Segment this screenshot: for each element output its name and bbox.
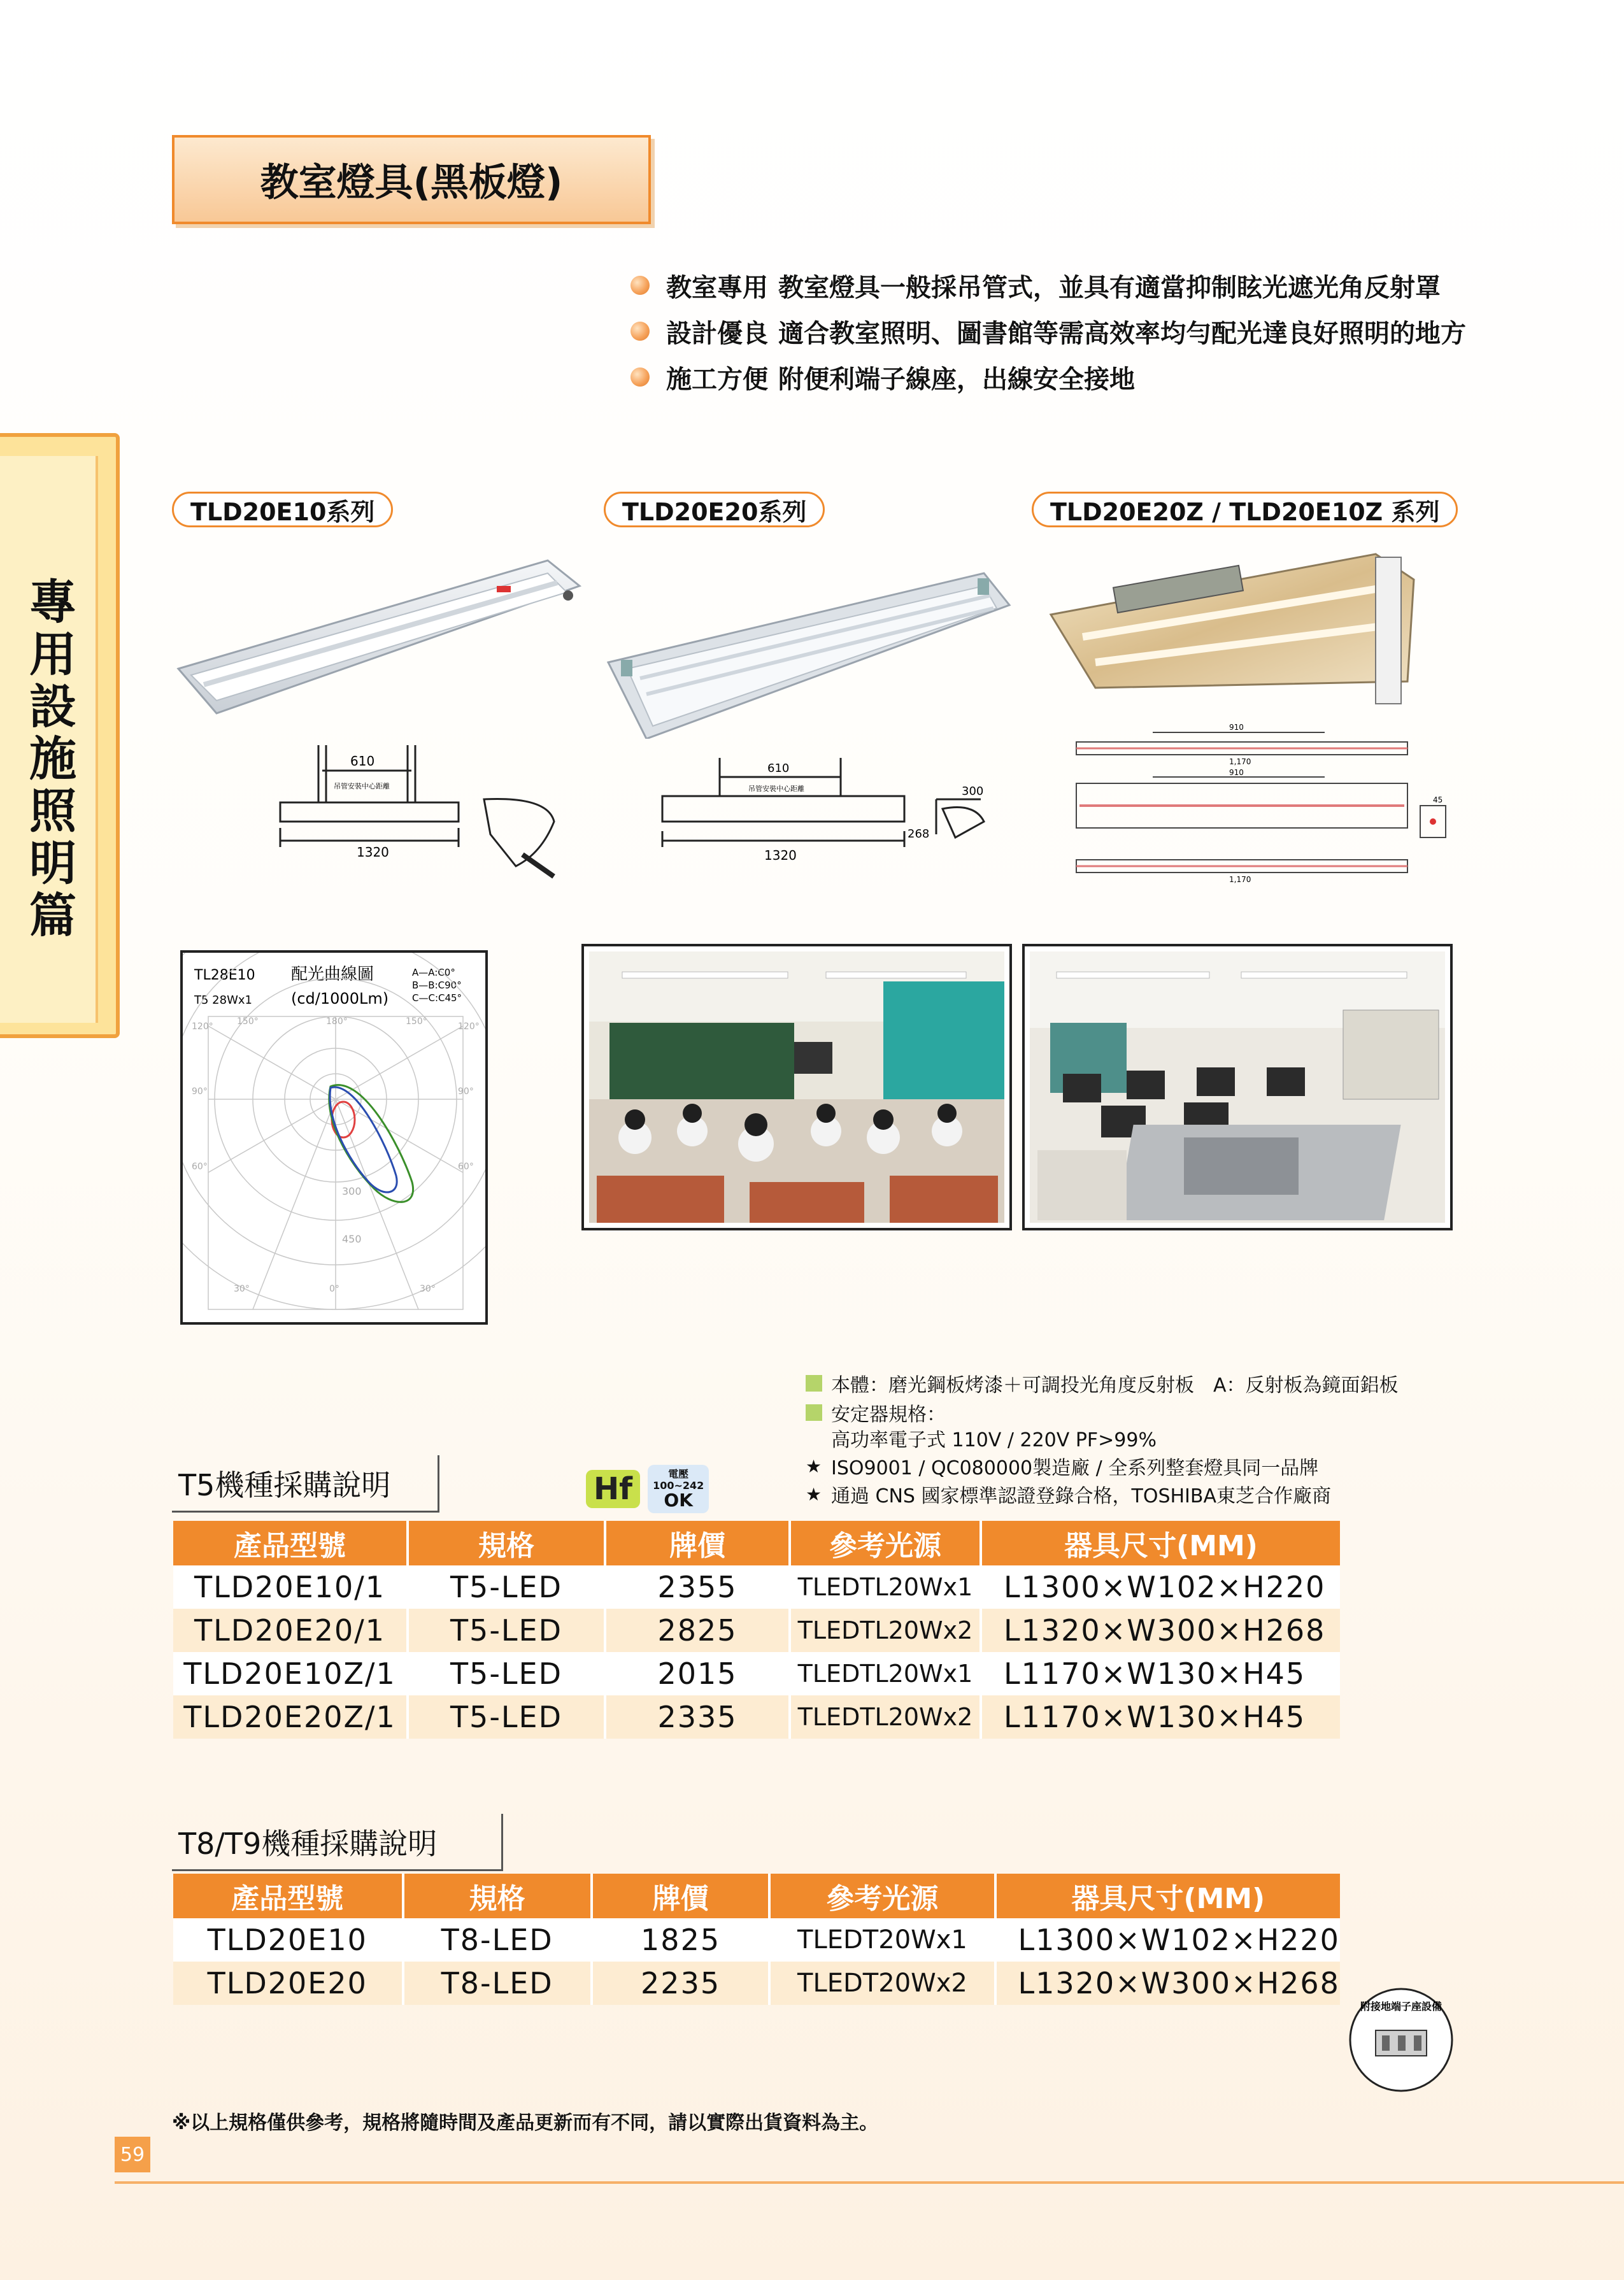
- cell-lamp: TLEDTL20Wx1: [790, 1652, 981, 1695]
- svg-text:610: 610: [350, 753, 375, 769]
- polar-angle: 150°: [237, 1016, 259, 1027]
- cell-model: TLD20E10Z/1: [173, 1652, 408, 1695]
- spec-cert: [806, 1453, 1318, 1479]
- spec-body-text: 本體：磨光鋼板烤漆＋可調投光角度反射板 A：反射板為鏡面鋁板: [831, 1374, 1399, 1397]
- polar-angle: 90°: [458, 1087, 474, 1097]
- polar-title: 配光曲線圖: [291, 965, 374, 984]
- cell-lamp: TLEDTL20Wx2: [790, 1609, 981, 1652]
- cell-size: L1300×W102×H220: [995, 1918, 1341, 1962]
- mount-note: 吊管安裝中心距離: [748, 785, 804, 793]
- dimension-drawing-e20: [656, 752, 1013, 879]
- cell-lamp: TLEDTL20Wx1: [790, 1565, 981, 1609]
- voltage-label: 電壓: [668, 1468, 689, 1480]
- dimension-drawing-z: [1064, 720, 1458, 904]
- polar-ring-label: 450: [342, 1233, 362, 1245]
- t5-spec-table: [173, 1521, 1340, 1739]
- series-label-e10: TLD20E10系列: [172, 492, 393, 527]
- col-header: 產品型號: [173, 1521, 408, 1565]
- polar-legend: C—C:C45°: [412, 992, 462, 1004]
- dim-label: 1,170: [1229, 875, 1251, 884]
- t8-section-heading: T8/T9機種採購說明: [172, 1814, 503, 1871]
- col-header: 牌價: [592, 1874, 770, 1918]
- spec-cert: [806, 1481, 1331, 1507]
- spec-ballast: [806, 1400, 946, 1425]
- col-header: 器具尺寸(MM): [981, 1521, 1340, 1565]
- polar-angle: 60°: [192, 1162, 208, 1172]
- hf-badge: Hf: [586, 1470, 640, 1508]
- dim-label: 910: [1229, 768, 1244, 777]
- page-number: 59: [115, 2137, 150, 2172]
- t8-spec-table: [173, 1874, 1340, 2005]
- dim-label: 1320: [357, 844, 389, 860]
- table-header-row: [173, 1521, 1340, 1565]
- table-row: [173, 1609, 1340, 1652]
- feature-desc: 附便利端子線座，出線安全接地: [778, 364, 1135, 394]
- dim-label: 610: [767, 762, 790, 775]
- terminal-block-stamp: [1347, 1986, 1455, 2094]
- footnote: ※以上規格僅供參考，規格將隨時間及產品更新而有不同，請以實際出貨資料為主。: [172, 2112, 879, 2134]
- star-icon: ★: [806, 1483, 822, 1505]
- polar-ring-label: 300: [342, 1185, 362, 1197]
- cell-size: L1170×W130×H45: [981, 1652, 1340, 1695]
- cell-lamp: TLEDT20Wx2: [769, 1962, 995, 2005]
- polar-angle: 60°: [458, 1162, 474, 1172]
- voltage-ok: OK: [664, 1490, 693, 1511]
- cell-spec: T5-LED: [408, 1652, 605, 1695]
- polar-angle: 90°: [192, 1087, 208, 1097]
- feature-name: 教室專用: [666, 273, 768, 303]
- polar-angle: 180°: [326, 1016, 348, 1027]
- cell-price: 2335: [605, 1695, 790, 1739]
- polar-angle: 30°: [234, 1284, 250, 1294]
- cell-model: TLD20E20Z/1: [173, 1695, 408, 1739]
- cell-size: L1170×W130×H45: [981, 1695, 1340, 1739]
- dim-label: 45: [1433, 795, 1443, 804]
- table-header-row: [173, 1874, 1340, 1918]
- voltage-range: 100~242: [653, 1479, 704, 1492]
- polar-angle: 150°: [406, 1016, 427, 1027]
- spec-cert-text: 通過 CNS 國家標準認證登錄合格，TOSHIBA東芝合作廠商: [831, 1485, 1331, 1507]
- feature-name: 施工方便: [666, 364, 768, 394]
- spec-ballast-label: 安定器規格：: [831, 1404, 946, 1426]
- fixture-image-e20: [602, 548, 1022, 739]
- feature-name: 設計優良: [666, 318, 768, 348]
- computer-lab-photo: [1022, 944, 1453, 1230]
- polar-model: TL28E10: [194, 967, 255, 983]
- col-header: 牌價: [605, 1521, 790, 1565]
- fixture-image-z: [1044, 541, 1427, 713]
- cell-model: TLD20E10/1: [173, 1565, 408, 1609]
- cell-spec: T5-LED: [408, 1695, 605, 1739]
- light-distribution-chart: [180, 950, 488, 1325]
- series-label-e20: TLD20E20系列: [604, 492, 825, 527]
- polar-legend: A—A:C0°: [412, 967, 455, 978]
- polar-unit: (cd/1000Lm): [291, 990, 389, 1008]
- dim-label: 1320: [764, 848, 797, 863]
- dim-label: 300: [962, 785, 984, 798]
- polar-angle: 120°: [192, 1022, 213, 1032]
- cell-price: 2825: [605, 1609, 790, 1652]
- table-row: [173, 1962, 1340, 2005]
- col-header: 參考光源: [769, 1874, 995, 1918]
- cell-price: 1825: [592, 1918, 770, 1962]
- dim-label: 910: [1229, 723, 1244, 732]
- col-header: 規格: [408, 1521, 605, 1565]
- polar-legend: B—B:C90°: [412, 980, 462, 991]
- polar-angle: 0°: [329, 1284, 339, 1294]
- cell-lamp: TLEDT20Wx1: [769, 1918, 995, 1962]
- bullet-square-icon: [806, 1404, 822, 1421]
- classroom-photo: [581, 944, 1012, 1230]
- bullet-icon: [630, 367, 650, 387]
- side-tab-label: 專用設施照明篇: [22, 577, 76, 943]
- polar-lamp: T5 28Wx1: [194, 994, 252, 1007]
- cell-spec: T5-LED: [408, 1609, 605, 1652]
- col-header: 產品型號: [173, 1874, 403, 1918]
- footer-divider: [115, 2181, 1624, 2184]
- cell-spec: T5-LED: [408, 1565, 605, 1609]
- feature-desc: 教室燈具一般採吊管式，並具有適當抑制眩光遮光角反射罩: [778, 273, 1441, 303]
- cell-lamp: TLEDTL20Wx2: [790, 1695, 981, 1739]
- dim-label: 268: [908, 827, 930, 841]
- table-row: [173, 1652, 1340, 1695]
- bullet-icon: [630, 322, 650, 341]
- feature-item: [630, 267, 1441, 303]
- badge-group: [586, 1465, 709, 1513]
- cell-model: TLD20E10: [173, 1918, 403, 1962]
- spec-body: [806, 1371, 1399, 1396]
- table-row: [173, 1695, 1340, 1739]
- star-icon: ★: [806, 1455, 822, 1477]
- col-header: 參考光源: [790, 1521, 981, 1565]
- feature-item: [630, 313, 1466, 349]
- feature-item: [630, 359, 1135, 395]
- cell-model: TLD20E20/1: [173, 1609, 408, 1652]
- table-row: [173, 1918, 1340, 1962]
- spec-ballast-detail: 高功率電子式 110V / 220V PF>99%: [831, 1429, 1157, 1451]
- cell-size: L1320×W300×H268: [981, 1609, 1340, 1652]
- cell-price: 2355: [605, 1565, 790, 1609]
- cell-spec: T8-LED: [403, 1962, 592, 2005]
- col-header: 器具尺寸(MM): [995, 1874, 1341, 1918]
- mount-note: 吊管安裝中心距離: [334, 782, 390, 790]
- col-header: 規格: [403, 1874, 592, 1918]
- cell-size: L1300×W102×H220: [981, 1565, 1340, 1609]
- t5-section-heading: T5機種採購說明: [172, 1455, 439, 1513]
- series-label-z: TLD20E20Z / TLD20E10Z 系列: [1032, 492, 1458, 527]
- cell-size: L1320×W300×H268: [995, 1962, 1341, 2005]
- dim-label: 1,170: [1229, 757, 1251, 766]
- cell-price: 2235: [592, 1962, 770, 2005]
- page-title: 教室燈具(黑板燈): [172, 135, 651, 224]
- feature-desc: 適合教室照明、圖書館等需高效率均勻配光達良好照明的地方: [778, 318, 1466, 348]
- side-section-tab: [0, 433, 120, 1038]
- spec-cert-text: ISO9001 / QC080000製造廠 / 全系列整套燈具同一品牌: [831, 1457, 1319, 1479]
- cell-spec: T8-LED: [403, 1918, 592, 1962]
- table-row: [173, 1565, 1340, 1609]
- fixture-image-e10: [166, 548, 599, 732]
- bullet-icon: [630, 276, 650, 295]
- voltage-badge: [648, 1465, 709, 1513]
- cell-model: TLD20E20: [173, 1962, 403, 2005]
- polar-angle: 120°: [458, 1022, 480, 1032]
- polar-angle: 30°: [420, 1284, 436, 1294]
- terminal-label: 附接地端子座設備: [1360, 2000, 1442, 2013]
- cell-price: 2015: [605, 1652, 790, 1695]
- dimension-drawing-e10: [267, 739, 586, 885]
- bullet-square-icon: [806, 1375, 822, 1392]
